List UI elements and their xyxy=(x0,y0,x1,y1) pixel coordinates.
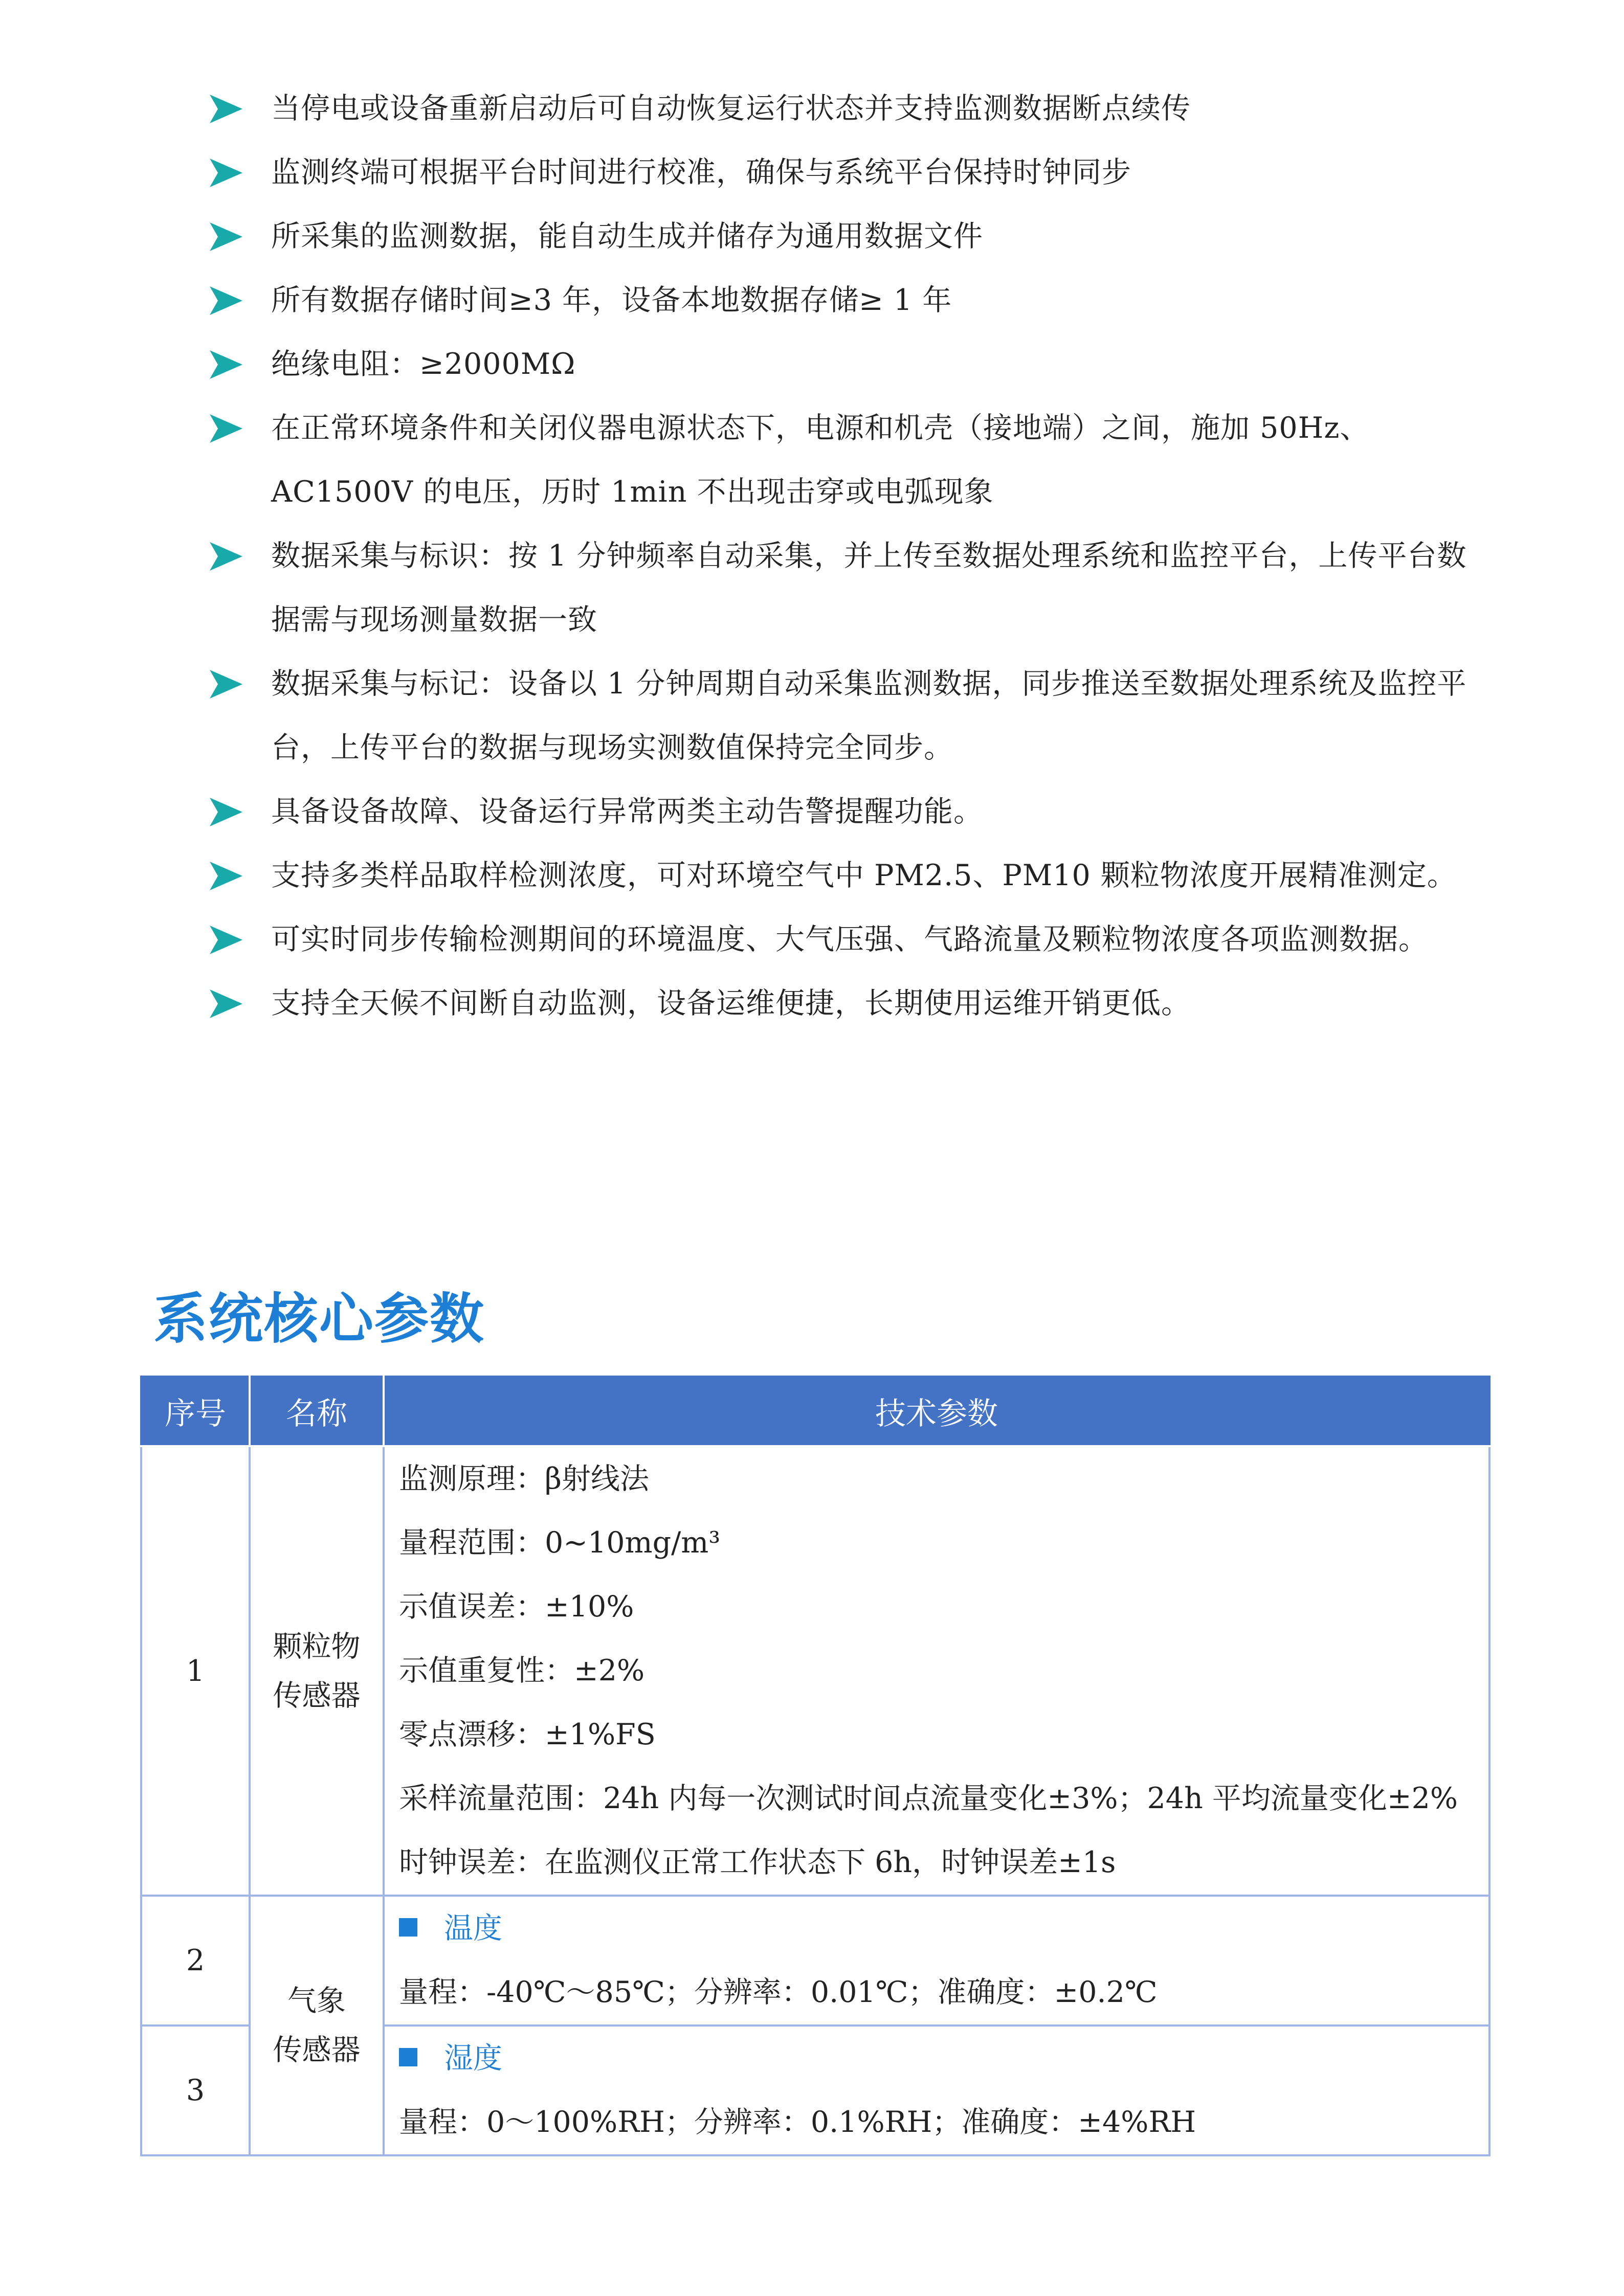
arrow-bullet-icon xyxy=(210,414,242,443)
spec-line: 量程：0～100%RH；分辨率：0.1%RH；准确度：±4%RH xyxy=(399,2105,1196,2139)
header-name: 名称 xyxy=(250,1377,384,1446)
table-row xyxy=(141,1446,1489,1896)
header-spec: 技术参数 xyxy=(384,1377,1489,1446)
list-item: 监测终端可根据平台时间进行校准，确保与系统平台保持时钟同步 xyxy=(210,141,1488,205)
feature-list xyxy=(210,77,1488,1036)
arrow-bullet-icon xyxy=(210,862,242,890)
arrow-bullet-icon xyxy=(210,926,242,954)
row-number: 2 xyxy=(141,1896,250,2025)
arrow-bullet-icon xyxy=(210,286,242,315)
row-number: 3 xyxy=(141,2025,250,2155)
list-item: 在正常环境条件和关闭仪器电源状态下，电源和机壳（接地端）之间，施加 50Hz、AC1500V 的电压，历时 1min 不出现击穿或电弧现象 xyxy=(210,396,1488,524)
section-title: 系统核心参数 xyxy=(153,1288,485,1350)
spec-subheading: 湿度 xyxy=(399,2027,1474,2090)
arrow-bullet-icon xyxy=(210,95,242,123)
square-bullet-icon xyxy=(399,1918,417,1937)
row-name-line: 颗粒物 xyxy=(273,1629,361,1663)
header-no: 序号 xyxy=(141,1377,250,1446)
row-spec xyxy=(384,2025,1489,2155)
list-item: 当停电或设备重新启动后可自动恢复运行状态并支持监测数据断点续传 xyxy=(210,77,1488,141)
parameter-table xyxy=(140,1376,1490,2156)
list-item: 可实时同步传输检测期间的环境温度、大气压强、气路流量及颗粒物浓度各项监测数据。 xyxy=(210,908,1488,972)
list-item: 支持全天候不间断自动监测，设备运维便捷，长期使用运维开销更低。 xyxy=(210,972,1488,1036)
arrow-bullet-icon xyxy=(210,542,242,571)
row-spec xyxy=(384,1446,1489,1896)
spec-line: 零点漂移：±1%FS xyxy=(399,1718,656,1751)
spec-line: 监测原理：β射线法 xyxy=(399,1462,649,1496)
list-item: 所有数据存储时间≥3 年，设备本地数据存储≥ 1 年 xyxy=(210,268,1488,332)
table-row xyxy=(141,1896,1489,2025)
spec-line: 时钟误差：在监测仪正常工作状态下 6h，时钟误差±1s xyxy=(399,1845,1116,1879)
list-item: 绝缘电阻：≥2000MΩ xyxy=(210,332,1488,396)
row-name-line: 气象 xyxy=(287,1984,346,2018)
list-item: 所采集的监测数据，能自动生成并储存为通用数据文件 xyxy=(210,205,1488,268)
list-item: 具备设备故障、设备运行异常两类主动告警提醒功能。 xyxy=(210,780,1488,844)
spec-subheading: 温度 xyxy=(399,1897,1474,1961)
list-item: 数据采集与标识：按 1 分钟频率自动采集，并上传至数据处理系统和监控平台，上传平台数据需与现场测量数据一致 xyxy=(210,524,1488,652)
row-name xyxy=(250,1446,384,1896)
arrow-bullet-icon xyxy=(210,798,242,826)
spec-line: 示值重复性：±2% xyxy=(399,1654,645,1687)
row-spec xyxy=(384,1896,1489,2025)
arrow-bullet-icon xyxy=(210,989,242,1018)
arrow-bullet-icon xyxy=(210,670,242,699)
spec-line: 量程范围：0~10mg/m³ xyxy=(399,1526,721,1560)
spec-line: 示值误差：±10% xyxy=(399,1590,634,1624)
row-name xyxy=(250,1896,384,2155)
list-item: 数据采集与标记：设备以 1 分钟周期自动采集监测数据，同步推送至数据处理系统及监控平台，上传平台的数据与现场实测数值保持完全同步。 xyxy=(210,652,1488,780)
spec-line: 量程：-40℃～85℃；分辨率：0.01℃；准确度：±0.2℃ xyxy=(399,1975,1158,2009)
row-name-line: 传感器 xyxy=(273,2033,361,2067)
arrow-bullet-icon xyxy=(210,222,242,251)
row-number: 1 xyxy=(141,1446,250,1896)
table-header-row xyxy=(141,1377,1489,1446)
arrow-bullet-icon xyxy=(210,350,242,379)
spec-line: 采样流量范围：24h 内每一次测试时间点流量变化±3%；24h 平均流量变化±2% xyxy=(399,1782,1458,1815)
row-name-line: 传感器 xyxy=(273,1678,361,1713)
arrow-bullet-icon xyxy=(210,159,242,187)
list-item: 支持多类样品取样检测浓度，可对环境空气中 PM2.5、PM10 颗粒物浓度开展精准测定。 xyxy=(210,844,1488,908)
square-bullet-icon xyxy=(399,2048,417,2066)
